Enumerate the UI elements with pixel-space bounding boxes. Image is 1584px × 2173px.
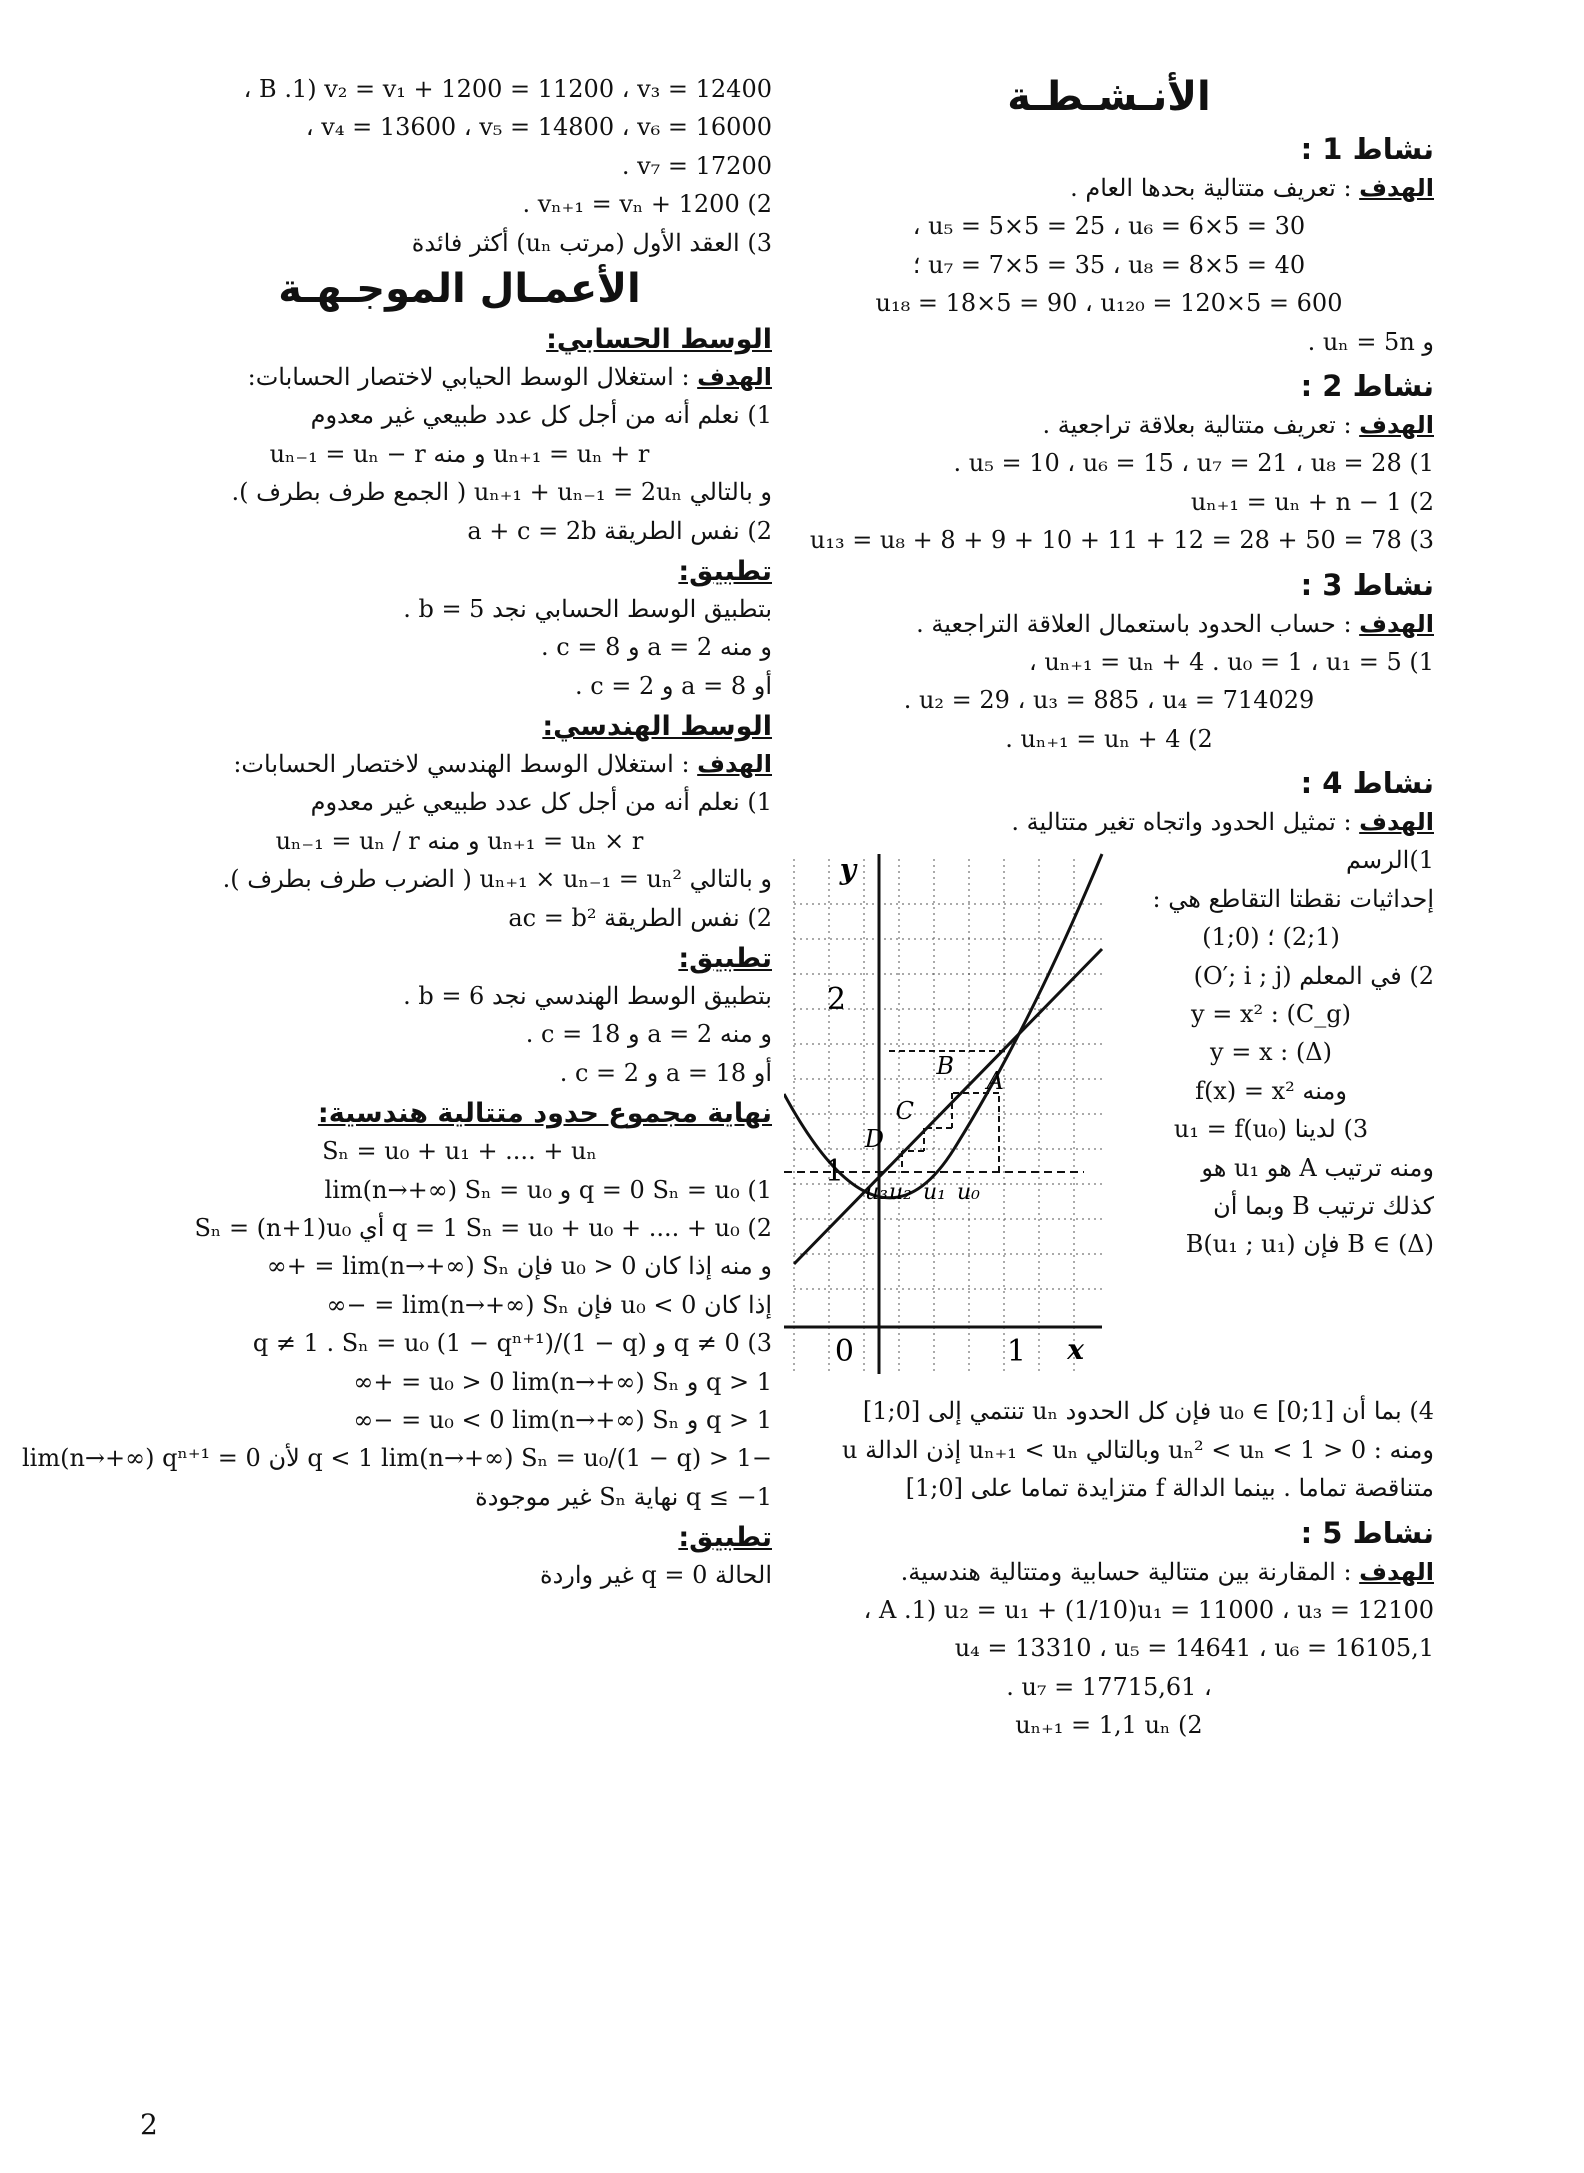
activities-heading: الأنـشـطـة [1007,74,1211,120]
geometric-line: uₙ₊₁ = uₙ × r و منه uₙ₋₁ = uₙ / r [275,826,644,855]
activity-3-title: نشاط 3 : [1300,567,1434,602]
activity-4-line: كذلك ترتيب B وبما أن [1213,1191,1434,1220]
activity-2-goal: الهدف : تعريف متتالية بعلاقة تراجعية . [1042,410,1434,439]
arithmetic-mean-goal: الهدف : استغلال الوسط الحيابي لاختصار الحسابات: [247,362,772,391]
activity-4-line: ومنه ترتيب A هو u₁ هو [1201,1153,1434,1182]
activity-4-line: B ∈ (Δ) فإن B(u₁ ; u₁) [1185,1230,1434,1259]
part-b-line: v₄ = 13600 ، v₅ = 14800 ، v₆ = 16000 ، [305,113,772,142]
activity-3-goal: الهدف : حساب الحدود باستعمال العلاقة التراجعية . [916,609,1434,638]
activity-4-line: 1)الرسم [1346,846,1434,875]
point-d-label: D [864,1125,884,1154]
sum-line: q ≤ −1 نهاية Sₙ غير موجودة [475,1482,772,1511]
part-b-line: 3) العقد الأول (مرتب uₙ) أكثر فائدة [411,228,772,257]
activity-4-line: متناقصة تماما . بينما الدالة f متزايدة تماما على [0;1] [905,1474,1434,1503]
geometric-mean-title: الوسط الهندسي: [542,711,772,743]
activity-1-title: نشاط 1 : [1300,132,1434,166]
u1-label: u₁ [923,1180,946,1206]
arithmetic-line: أو a = 8 و c = 2 . [574,671,772,700]
left-column [22,70,772,1595]
activity-5-line: 2) uₙ₊₁ = 1,1 uₙ [1015,1711,1203,1740]
sum-line: 3) q ≠ 0 و q ≠ 1 . Sₙ = u₀ (1 − qⁿ⁺¹)/(1 − q) [252,1329,772,1358]
geometric-line: بتطبيق الوسط الهندسي نجد b = 6 . [403,982,772,1011]
activity-4-side-text [1108,841,1434,1263]
part-b-line: v₇ = 17200 . [621,151,772,180]
tick-y-2: 2 [826,982,846,1018]
arithmetic-line: 1) نعلم أنه من أجل كل عدد طبيعي غير معدوم [310,401,772,430]
activity-4-line: (Δ) : y = x [1210,1038,1332,1067]
activity-3-line: 2) uₙ₊₁ = uₙ + 4 . [1005,724,1213,753]
sum-line: Sₙ = u₀ + u₁ + .... + uₙ [322,1137,597,1166]
sum-line: q > 1 و u₀ > 0 lim(n→+∞) Sₙ = +∞ [353,1367,772,1396]
tick-y-1: 1 [824,1154,844,1190]
u2-label: u₂ [889,1180,912,1206]
activity-1-goal: الهدف : تعريف متتالية بحدها العام . [1070,174,1434,202]
activity-3-line: 1) uₙ₊₁ = uₙ + 4 . u₀ = 1 ، u₁ = 5 ، [1029,647,1434,676]
geometric-line: و بالتالي uₙ₊₁ × uₙ₋₁ = uₙ² ( الضرب طرف بطرف ). [222,865,772,894]
point-b-label: B [936,1052,954,1081]
sum-line: 2) q = 1 Sₙ = u₀ + u₀ + .... + u₀ أي Sₙ = (n+1)u₀ [194,1213,772,1242]
sum-line: و منه إذا كان u₀ > 0 فإن lim(n→+∞) Sₙ = +∞ [266,1252,772,1281]
activity-2-line: 1) u₅ = 10 ، u₆ = 15 ، u₇ = 21 ، u₈ = 28 . [953,449,1434,478]
geometric-application-title: تطبيق: [678,943,772,975]
arithmetic-line: uₙ₊₁ = uₙ + r و منه uₙ₋₁ = uₙ − r [269,439,650,468]
right-column [784,70,1434,1745]
activity-5-line: ، u₇ = 17715,61 . [1006,1672,1212,1701]
cobweb-graph-svg [784,849,1108,1384]
arithmetic-application-title: تطبيق: [678,555,772,587]
activity-4 [784,766,1434,1508]
activity-5 [784,1516,1434,1745]
sum-line: الحالة q = 0 غير واردة [540,1561,772,1590]
grid [794,859,1102,1374]
arithmetic-line: بتطبيق الوسط الحسابي نجد b = 5 . [403,594,772,623]
activity-5-line: A .1) u₂ = u₁ + (1/10)u₁ = 11000 ، u₃ = 12100 ، [863,1596,1434,1625]
activity-1-line: و uₙ = 5n . [1307,327,1434,356]
activity-1 [784,132,1434,361]
activity-4-title: نشاط 4 : [1300,766,1434,801]
activity-4-goal: الهدف : تمثيل الحدود واتجاه تغير متتالية . [1011,808,1434,837]
activity-5-title: نشاط 5 : [1300,1515,1434,1550]
arithmetic-line: و منه a = 2 و c = 8 . [541,633,772,662]
activity-2-line: 3) u₁₃ = u₈ + 8 + 9 + 10 + 11 + 12 = 28 + 50 = 78 [809,526,1434,555]
u3-label: u₃ [865,1180,888,1206]
activity-4-line: 2) في المعلم (O′; i ; j) [1193,961,1434,990]
x-axis-label: x [1067,1333,1084,1367]
parabola-curve [784,854,1102,1198]
activity-4-line: 3) لدينا u₁ = f(u₀) [1173,1115,1369,1144]
activity-4-line: 4) بما أن u₀ ∈ [0;1] فإن كل الحدود uₙ تنتمي إلى [0;1] [862,1397,1434,1426]
activity-2-line: 2) uₙ₊₁ = uₙ + n − 1 [1190,487,1434,516]
activity-5-line: u₄ = 13310 ، u₅ = 14641 ، u₆ = 16105,1 [954,1634,1434,1663]
tick-x-1: 1 [1006,1334,1026,1370]
part-b-line: B .1) v₂ = v₁ + 1200 = 11200 ، v₃ = 12400 ، [243,75,772,103]
sum-line: q > 1 و u₀ < 0 lim(n→+∞) Sₙ = −∞ [353,1405,772,1434]
activity-4-line: إحداثيات نقطتا التقاطع هي : [1152,884,1434,913]
tick-x-0: 0 [834,1334,854,1370]
geometric-mean-section [147,711,772,1092]
activity-1-line: u₁₈ = 18×5 = 90 ، u₁₂₀ = 120×5 = 600 [875,289,1343,318]
activity-5-goal: الهدف : المقارنة بين متتالية حسابية ومتتالية هندسية. [900,1557,1434,1586]
activity-3-line: u₂ = 29 ، u₃ = 885 ، u₄ = 714029 . [903,686,1315,715]
u0-label: u₀ [957,1180,980,1206]
point-c-label: C [895,1097,914,1126]
activity-1-line: u₇ = 7×5 = 35 ، u₈ = 8×5 = 40 ؛ [912,250,1306,279]
guided-work-heading: الأعمـال الموجـهـة [278,265,641,312]
cobweb-graph [784,849,1108,1384]
activity-4-line: (1;2) ؛ (0;1) [1202,923,1340,952]
geometric-sum-title: نهاية مجموع حدود متتالية هندسية: [317,1098,772,1130]
sum-application-title: تطبيق: [678,1522,772,1554]
geometric-line: 2) نفس الطريقة ac = b² [508,903,772,932]
activity-2-title: نشاط 2 : [1300,368,1434,403]
arithmetic-mean-title: الوسط الحسابي: [546,323,772,355]
geometric-sum-limit-section [22,1098,772,1594]
part-b-line: 2) vₙ₊₁ = vₙ + 1200 . [522,190,772,219]
activity-3 [784,568,1434,759]
sum-line: −1 < q < 1 lim(n→+∞) Sₙ = u₀/(1 − q) لأن lim(n→+∞) qⁿ⁺¹ = 0 [22,1444,772,1473]
activity-4-line: (C_g) : y = x² [1191,1000,1351,1029]
point-a-label: A [986,1067,1004,1096]
activity-4-line: ومنه f(x) = x² [1195,1076,1347,1105]
geometric-line: أو a = 18 و c = 2 . [559,1058,772,1087]
geometric-mean-goal: الهدف : استغلال الوسط الهندسي لاختصار الحسابات: [233,750,772,779]
sum-line: إذا كان u₀ < 0 فإن lim(n→+∞) Sₙ = −∞ [326,1290,772,1319]
activity-4-line: ومنه : 0 < uₙ² < uₙ < 1 وبالتالي uₙ₊₁ < uₙ إذن الدالة u [841,1435,1434,1464]
geometric-line: 1) نعلم أنه من أجل كل عدد طبيعي غير معدوم [310,788,772,817]
arithmetic-mean-section [147,324,772,705]
geometric-line: و منه a = 2 و c = 18 . [525,1020,772,1049]
sum-line: 1) q = 0 Sₙ = u₀ و lim(n→+∞) Sₙ = u₀ [324,1175,772,1204]
arithmetic-line: 2) نفس الطريقة a + c = 2b [467,516,772,545]
arithmetic-line: و بالتالي uₙ₊₁ + uₙ₋₁ = 2uₙ ( الجمع طرف بطرف ). [231,478,772,507]
page-number: 2 [140,2108,158,2141]
activity-2 [784,369,1434,560]
y-axis-label: y [839,853,856,887]
activity-1-line: u₅ = 5×5 = 25 ، u₆ = 6×5 = 30 ، [912,212,1306,241]
